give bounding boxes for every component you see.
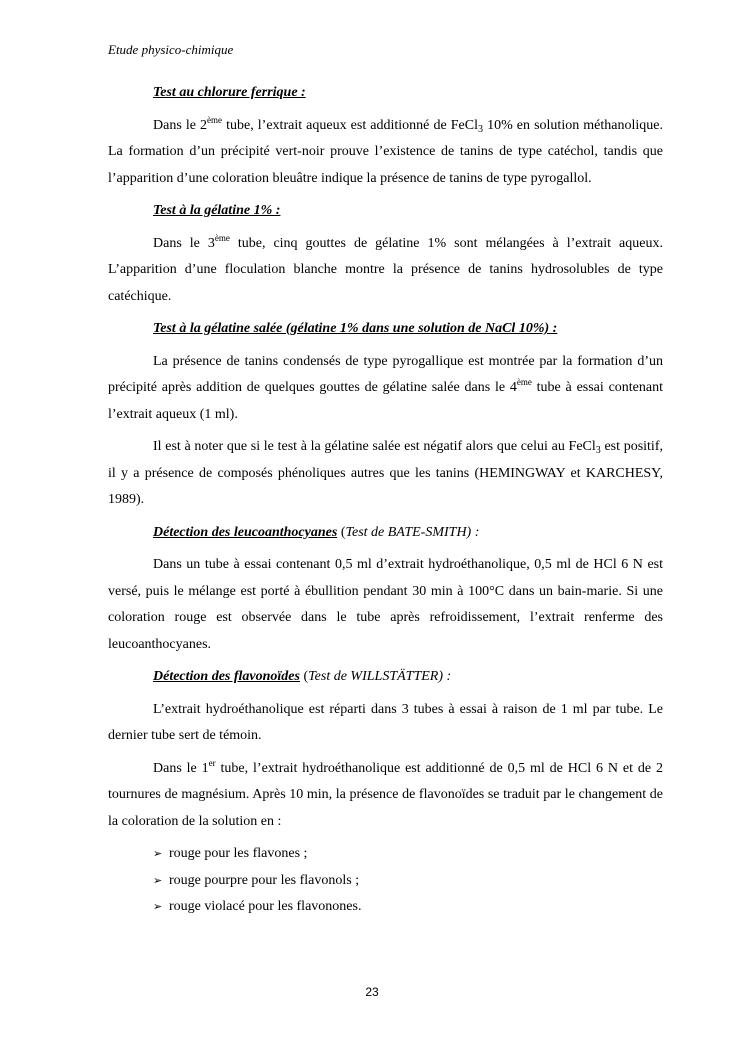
paragraph-chlorure: [108, 113, 663, 193]
heading-main: Détection des flavonoïdes: [153, 669, 300, 684]
text-run: Dans le 3: [153, 235, 215, 251]
text-run: tube, l’extrait hydroéthanolique est additionné de 0,5 ml de HCl 6 N et de 2 tournures de magnésium. Après 10 min, la présence de flavonoïdes se traduit par le changement de la coloration de la solution en :: [108, 760, 663, 829]
arrow-bullet-icon: ➢: [153, 900, 163, 913]
text-run: La présence de tanins condensés de type pyrogallique est montrée par la formation d’un précipité après addition de quelques gouttes de gélatine salée dans le 4: [108, 353, 663, 395]
running-header: Etude physico-chimique: [108, 42, 234, 57]
list-item: [153, 841, 663, 868]
paragraph-gelatine: [108, 231, 663, 311]
page-number: 23: [365, 985, 379, 999]
subscript: 3: [478, 123, 483, 135]
text-run: tube, cinq gouttes de gélatine 1% sont mélangées à l’extrait aqueux. L’apparition d’une floculation blanche montre la présence de tanins hydrosolubles de type catéchique.: [108, 235, 663, 304]
superscript: ème: [207, 114, 223, 125]
page-body: [108, 80, 663, 921]
heading-paren: (: [337, 524, 346, 540]
text-run: 10% en solution méthanolique. La formation d’un précipité vert-noir prouve l’existence de tanins de type catéchol, tandis que l’apparition d’une coloration bleuâtre indique la présence de tanins de type pyrogallol.: [108, 117, 663, 186]
list-item: [153, 894, 663, 921]
section-heading-flavonoides: [153, 664, 663, 691]
list-item: [153, 868, 663, 895]
section-heading-gelatine-salee: Test à la gélatine salée (gélatine 1% dans une solution de NaCl 10%) :: [153, 321, 558, 336]
list-item-text: rouge pour les flavones ;: [169, 846, 308, 861]
list-item-text: rouge violacé pour les flavonones.: [169, 899, 362, 914]
paragraph-gelatine-salee-1: [108, 349, 663, 429]
text-run: tube à essai contenant l’extrait aqueux (1 ml).: [108, 380, 663, 422]
paragraph-gelatine-salee-2: [108, 434, 663, 514]
arrow-bullet-icon: ➢: [153, 873, 163, 887]
paragraph-leucoanthocyanes: Dans un tube à essai contenant 0,5 ml d’extrait hydroéthanolique, 0,5 ml de HCl 6 N est versé, puis le mélange est porté à ébullition pendant 30 min à 100°C dans un bain-marie. Si une coloration rouge est observée dans le tube après refroidissement, l’extrait renferme des leucoanthocyanes.: [108, 557, 663, 652]
heading-main: Détection des leucoanthocyanes: [153, 524, 338, 540]
text-run: tube, l’extrait aqueux est additionné de FeCl: [222, 117, 478, 133]
heading-subtitle: Test de WILLSTÄTTER) :: [308, 669, 452, 684]
color-result-list: [108, 841, 663, 921]
text-run: Dans le 1: [153, 760, 209, 776]
superscript: ème: [214, 232, 230, 243]
text-run: est positif, il y a présence de composés phénoliques autres que les tanins (HEMINGWAY et KARCHESY, 1989).: [108, 439, 663, 507]
heading-paren: (: [299, 669, 309, 684]
section-heading-gelatine: Test à la gélatine 1% :: [153, 203, 281, 218]
paragraph-flavonoides-2: [108, 756, 663, 836]
list-item-text: rouge pourpre pour les flavonols ;: [169, 872, 360, 888]
heading-subtitle: Test de BATE-SMITH) :: [345, 524, 480, 540]
section-heading-leucoanthocyanes: [153, 520, 663, 547]
superscript: ème: [516, 377, 532, 387]
section-heading-chlorure: Test au chlorure ferrique :: [153, 85, 306, 100]
superscript: er: [208, 757, 216, 768]
text-run: Il est à noter que si le test à la gélatine salée est négatif alors que celui au FeCl: [153, 439, 596, 454]
arrow-bullet-icon: ➢: [153, 847, 163, 860]
paragraph-flavonoides-1: L’extrait hydroéthanolique est réparti dans 3 tubes à essai à raison de 1 ml par tube. Le dernier tube sert de témoin.: [108, 701, 663, 743]
subscript: 3: [595, 445, 601, 456]
text-run: Dans le 2: [153, 117, 208, 133]
